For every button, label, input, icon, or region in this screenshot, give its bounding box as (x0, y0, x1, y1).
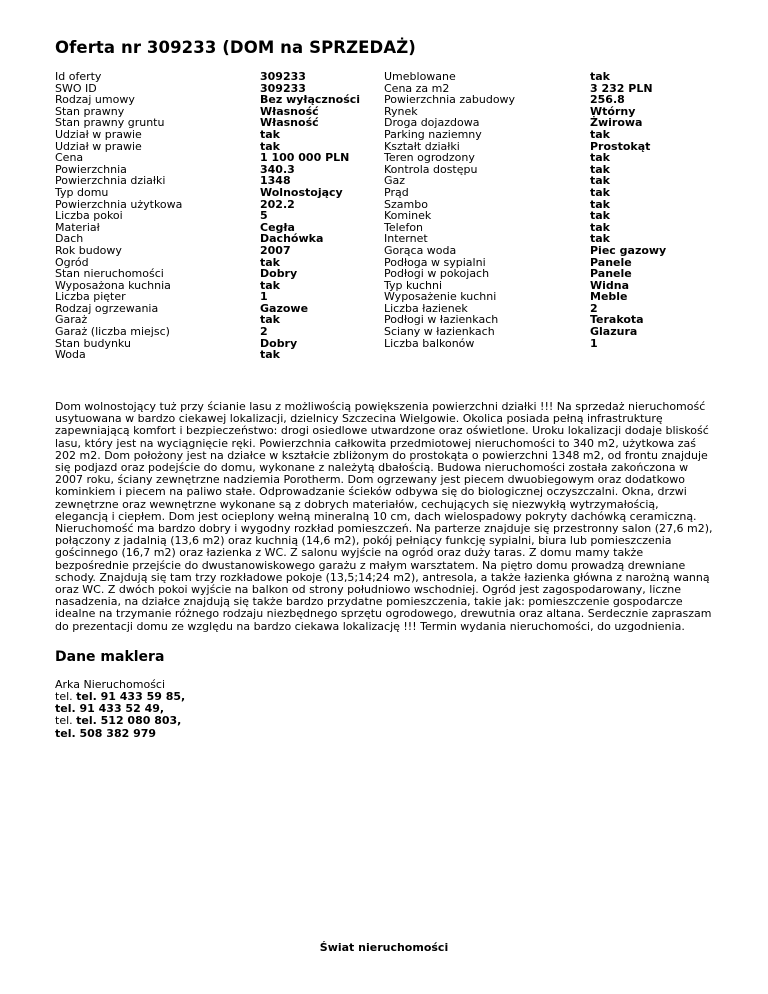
property-label: Stan nieruchomości (55, 267, 164, 281)
property-label: Typ domu (55, 185, 109, 199)
property-value: tak (260, 255, 280, 269)
property-label: Typ kuchni (384, 278, 443, 292)
property-label: Powierzchnia (55, 162, 127, 176)
property-value: Panele (590, 267, 632, 281)
property-value: 309233 (260, 81, 306, 95)
property-value: Piec gazowy (590, 243, 667, 257)
property-label: Id oferty (55, 70, 102, 83)
property-value: tak (590, 220, 610, 234)
property-label: Liczba pokoi (55, 209, 123, 223)
property-label: Teren ogrodzony (384, 151, 475, 165)
property-label: Liczba łazienek (384, 301, 468, 315)
property-label: Podłogi w pokojach (384, 267, 490, 281)
left-values-column (260, 71, 360, 361)
property-value: 3 232 PLN (590, 81, 653, 95)
property-label: Liczba balkonów (384, 336, 475, 350)
tel-prefix: tel. (55, 690, 77, 704)
property-label: Szambo (384, 197, 428, 211)
property-value: Prostokąt (590, 139, 651, 153)
properties-table (55, 71, 715, 367)
right-labels-column (384, 71, 515, 349)
agent-details (55, 679, 715, 740)
property-value: Wolnostojący (260, 185, 343, 199)
property-value: 256.8 (590, 93, 625, 107)
property-value: 202.2 (260, 197, 295, 211)
property-value: Bez wyłączności (260, 93, 361, 107)
agent-phone: tel. 512 080 803, (76, 714, 182, 728)
property-value: tak (260, 139, 280, 153)
property-label: Liczba pięter (55, 290, 126, 304)
property-label: Kontrola dostępu (384, 162, 478, 176)
property-value: 2 (260, 325, 268, 339)
page-title: Oferta nr 309233 (DOM na SPRZEDAŻ) (55, 38, 416, 57)
property-label: Garaż (55, 313, 88, 327)
property-label: Stan budynku (55, 336, 131, 350)
property-label: Powierzchnia działki (55, 174, 166, 188)
property-label: Gaz (384, 174, 406, 188)
property-label: Podłoga w sypialni (384, 255, 486, 269)
property-label: Rok budowy (55, 243, 122, 257)
property-value: Żwirowa (590, 116, 643, 130)
agent-company: Arka Nieruchomości (55, 677, 166, 691)
agent-phone: tel. 91 433 52 49, (55, 702, 165, 716)
property-value: Dachówka (260, 232, 324, 246)
property-label: Internet (384, 232, 428, 246)
property-label: Kształt działki (384, 139, 460, 153)
property-value: tak (590, 232, 610, 246)
property-value: 1 (260, 290, 268, 304)
left-labels-column (55, 71, 182, 361)
property-value: tak (260, 278, 280, 292)
property-label: Udział w prawie (55, 139, 142, 153)
property-label: Ogród (55, 255, 89, 269)
offer-document (55, 38, 715, 740)
property-value: tak (590, 197, 610, 211)
property-value: Dobry (260, 267, 298, 281)
property-label: Rodzaj ogrzewania (55, 301, 159, 315)
property-label: Prąd (384, 185, 409, 199)
property-value: tak (260, 348, 280, 362)
property-value: 2007 (260, 243, 291, 257)
property-value: tak (590, 174, 610, 188)
property-label: SWO ID (55, 81, 97, 95)
agent-phone: tel. 508 382 979 (55, 726, 157, 740)
property-value: Terakota (590, 313, 644, 327)
property-value: Wtórny (590, 104, 636, 118)
property-value: Własność (260, 116, 319, 130)
property-value: tak (590, 151, 610, 165)
property-label: Stan prawny gruntu (55, 116, 165, 130)
property-label: Wyposażona kuchnia (55, 278, 171, 292)
property-value: Glazura (590, 325, 638, 339)
property-value: Panele (590, 255, 632, 269)
agent-phone: tel. 91 433 59 85, (76, 690, 186, 704)
property-label: Woda (55, 348, 86, 362)
property-value: 1 (590, 336, 598, 350)
property-label: Sciany w łazienkach (384, 325, 495, 339)
property-value: 309233 (260, 70, 306, 83)
property-label: Rodzaj umowy (55, 93, 135, 107)
property-label: Kominek (384, 209, 432, 223)
property-value: 340.3 (260, 162, 295, 176)
property-value: Cegła (260, 220, 295, 234)
property-value: 1 100 000 PLN (260, 151, 350, 165)
property-label: Gorąca woda (384, 243, 457, 257)
property-value: 2 (590, 301, 598, 315)
property-label: Powierzchnia zabudowy (384, 93, 516, 107)
property-label: Podłogi w łazienkach (384, 313, 499, 327)
property-label: Cena za m2 (384, 81, 450, 95)
property-label: Powierzchnia użytkowa (55, 197, 183, 211)
property-value: tak (590, 70, 610, 83)
property-label: Udział w prawie (55, 127, 142, 141)
property-label: Wyposażenie kuchni (384, 290, 497, 304)
property-label: Droga dojazdowa (384, 116, 480, 130)
property-value: Gazowe (260, 301, 309, 315)
property-label: Garaż (liczba miejsc) (55, 325, 170, 339)
property-label: Dach (55, 232, 84, 246)
agent-phone-line-4 (55, 728, 715, 740)
property-label: Telefon (384, 220, 424, 234)
property-value: Meble (590, 290, 628, 304)
property-label: Umeblowane (384, 70, 456, 83)
right-values-column (590, 71, 666, 349)
property-value: 1348 (260, 174, 291, 188)
property-value: tak (260, 127, 280, 141)
property-value: tak (590, 209, 610, 223)
property-value: Widna (590, 278, 630, 292)
property-value: 5 (260, 209, 268, 223)
property-value: tak (590, 185, 610, 199)
property-value: Własność (260, 104, 319, 118)
offer-description: Dom wolnostojący tuż przy ścianie lasu z możliwością powiększenia powierzchni działki !!! Na sprzedaż nieruchomość usytuowana w bardzo ciekawej lokalizacji, dzielnicy Szczecina Wielgowie. Okolica posiada pełną infrastrukturę zapewniającą komfort i bezpieczeństwo: drogi osiedlowe utwardzone oraz oświetlone. Uroku lokalizacji dodaje bliskość lasu, który jest na wyciągnięcie ręki. Powierzchnia całkowita przedmiotowej nieruchomości to 340 m2, użytkowa zaś 202 m2. Dom położony jest na działce w kształcie zbliżonym do prostokąta o powierzchni 1348 m2, od frontu znajduje się podjazd oraz podejście do domu, wykonane z należytą dbałością. Budowa nieruchomości została zakończona w 2007 roku, ściany zewnętrzne nadziemia Porotherm. Dom ogrzewany jest piecem dwuobiegowym oraz dodatkowo kominkiem i piecem na paliwo stałe. Odprowadzanie ścieków odbywa się do biologicznej oczyszczalni. Okna, drzwi zewnętrzne oraz wewnętrzne wykonane są z dobrych materiałów, cechujących się niezwykłą wytrzymałością, elegancją i ciepłem. Dom jest ocieplony wełną mineralną 10 cm, dach wielospadowy pokryty dachówką ceramiczną. Nieruchomość ma bardzo dobry i wygodny rozkład pomieszczeń. Na parterze znajduje się przestronny salon (27,6 m2), połączony z jadalnią (13,6 m2) oraz kuchnią (14,6 m2), pokój pełniący funkcję sypialni, biura lub pomieszczenia gościnnego (16,7 m2) oraz łazienka z WC. Z salonu wyjście na ogród oraz duży taras. Z domu mamy także bezpośrednie przejście do dwustanowiskowego garażu z małym warsztatem. Na piętro domu prowadzą drewniane schody. Znajdują się tam trzy rozkładowe pokoje (13,5;14;24 m2), antresola, a także łazienka główna z narożną wanną oraz WC. Z dwóch pokoi wyjście na balkon od strony południowo wschodniej. Ogród jest zagospodarowany, liczne nasadzenia, na działce znajdują się także bardzo przydatne pomieszczenia, takie jak: pomieszczenie gospodarcze idealne na trzymanie różnego rodzaju niezbędnego sprzętu ogrodowego, drewutnia oraz altana. Serdecznie zapraszam do prezentacji domu ze względu na bardzo ciekawa lokalizację !!! Termin wydania nieruchomości, do uzgodnienia. (55, 400, 713, 633)
property-value: Dobry (260, 336, 298, 350)
footer-brand: Świat nieruchomości (319, 941, 449, 954)
agent-heading: Dane maklera (55, 648, 165, 665)
property-label: Parking naziemny (384, 127, 482, 141)
property-label: Rynek (384, 104, 418, 118)
property-label: Materiał (55, 220, 100, 234)
property-value: tak (590, 127, 610, 141)
property-label: Stan prawny (55, 104, 125, 118)
tel-prefix: tel. (55, 714, 77, 728)
property-value: tak (590, 162, 610, 176)
property-label: Cena (55, 151, 84, 165)
property-value: tak (260, 313, 280, 327)
